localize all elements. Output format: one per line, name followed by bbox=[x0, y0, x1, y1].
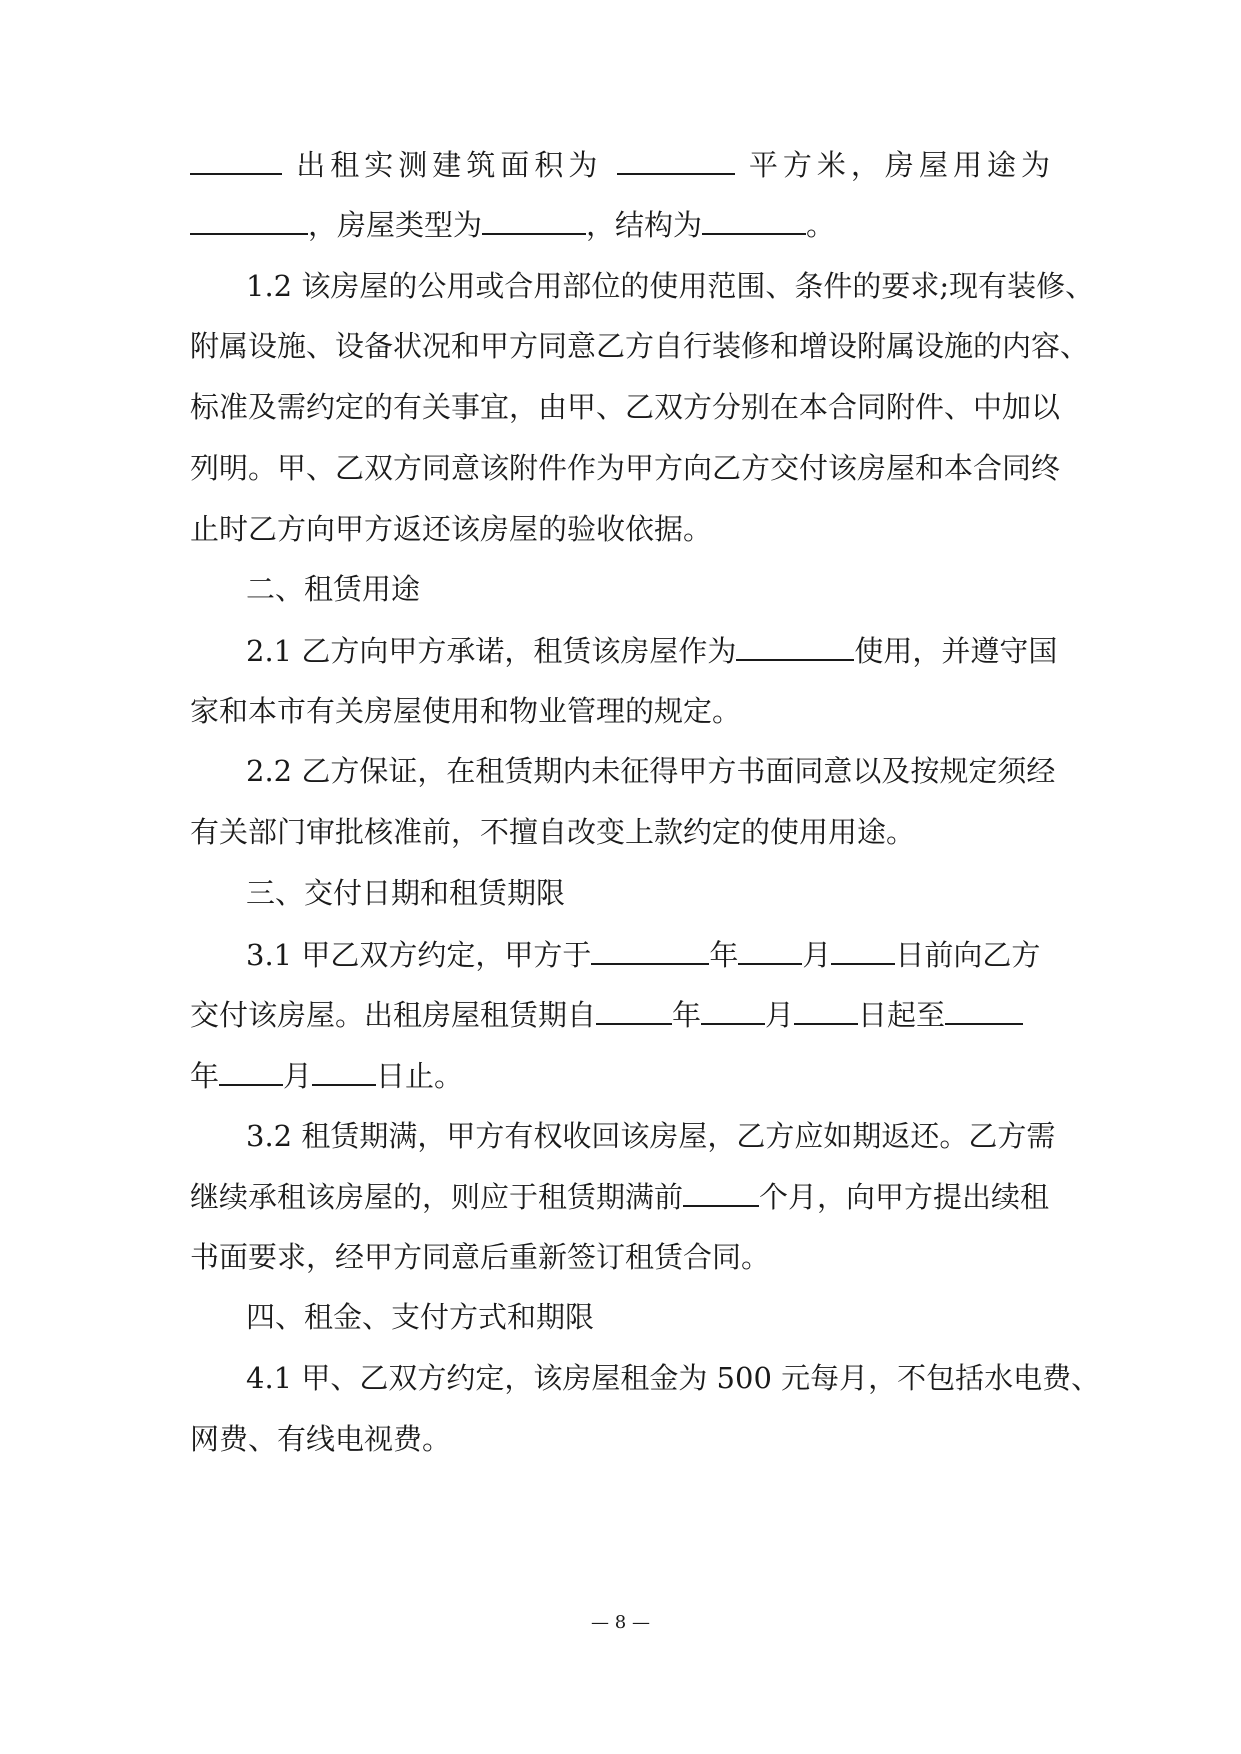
clause-1-2 bbox=[246, 266, 1095, 306]
text-line bbox=[190, 204, 1050, 244]
text-segment: 3.1 甲乙双方约定，甲方于 bbox=[246, 938, 592, 972]
text-line bbox=[190, 1055, 1050, 1095]
clause-4-1 bbox=[246, 1358, 1101, 1398]
text-segment: 家和本市有关房屋使用和物业管理的规定。 bbox=[190, 694, 742, 728]
text-segment: 三、交付日期和租赁期限 bbox=[246, 876, 566, 910]
text-line bbox=[190, 1419, 1050, 1459]
text-segment: 附属设施、设备状况和甲方同意乙方自行装修和增设附属设施的内容、 bbox=[190, 329, 1090, 363]
clause-2-2 bbox=[246, 751, 1056, 791]
text-segment: 止时乙方向甲方返还该房屋的验收依据。 bbox=[190, 512, 713, 546]
blank-underline bbox=[683, 1176, 759, 1207]
blank-underline bbox=[702, 204, 806, 235]
text-line bbox=[190, 509, 1050, 549]
text-segment: 月 bbox=[802, 938, 832, 972]
clause-3-2 bbox=[246, 1116, 1056, 1156]
text-segment: ，结构为 bbox=[586, 208, 703, 242]
text-line bbox=[190, 812, 1050, 852]
blank-underline bbox=[945, 994, 1023, 1025]
text-line bbox=[190, 994, 1050, 1034]
text-line bbox=[190, 1237, 1050, 1277]
text-segment: 标准及需约定的有关事宜，由甲、乙双方分别在本合同附件、中加以 bbox=[190, 390, 1061, 424]
text-segment: 3.2 租赁期满，甲方有权收回该房屋，乙方应如期返还。乙方需 bbox=[246, 1119, 1056, 1153]
text-segment: 1.2 该房屋的公用或合用部位的使用范围、条件的要求;现有装修、 bbox=[246, 269, 1095, 303]
text-segment: 年 bbox=[672, 998, 702, 1032]
text-segment: 继续承租该房屋的，则应于租赁期满前 bbox=[190, 1180, 684, 1214]
page-number: — 8 — bbox=[591, 1612, 650, 1633]
section-heading bbox=[246, 569, 1050, 609]
text-segment: 网费、有线电视费。 bbox=[190, 1422, 452, 1456]
text-segment: 年 bbox=[709, 938, 739, 972]
blank-underline bbox=[190, 204, 308, 235]
text-line bbox=[190, 691, 1050, 731]
blank-underline bbox=[219, 1055, 283, 1086]
text-segment: 四、租金、支付方式和期限 bbox=[246, 1300, 595, 1334]
blank-underline bbox=[701, 994, 765, 1025]
text-segment: ，房屋类型为 bbox=[308, 208, 483, 242]
text-segment: 列明。甲、乙双方同意该附件作为甲方向乙方交付该房屋和本合同终 bbox=[190, 451, 1061, 485]
text-line bbox=[190, 1176, 1050, 1216]
blank-underline bbox=[794, 994, 858, 1025]
text-segment: 。 bbox=[806, 208, 836, 242]
text-segment: 2.2 乙方保证，在租赁期内未征得甲方书面同意以及按规定须经 bbox=[246, 754, 1056, 788]
text-segment: 交付该房屋。出租房屋租赁期自 bbox=[190, 998, 597, 1032]
text-segment: 使用，并遵守国 bbox=[854, 634, 1058, 668]
blank-underline bbox=[738, 934, 802, 965]
text-segment: 年 bbox=[190, 1059, 220, 1093]
text-segment: 有关部门审批核准前，不擅自改变上款约定的使用用途。 bbox=[190, 815, 916, 849]
text-segment: 出租实测建筑面积为 bbox=[296, 148, 603, 182]
blank-underline bbox=[831, 934, 895, 965]
text-line bbox=[190, 448, 1061, 488]
text-line bbox=[190, 326, 1090, 366]
blank-underline bbox=[482, 204, 586, 235]
text-line bbox=[190, 387, 1061, 427]
text-segment: 月 bbox=[765, 998, 795, 1032]
text-line bbox=[190, 144, 1050, 184]
text-segment: 4.1 甲、乙双方约定，该房屋租金为 500 元每月，不包括水电费、 bbox=[246, 1361, 1101, 1395]
blank-underline bbox=[596, 994, 672, 1025]
text-segment: 2.1 乙方向甲方承诺，租赁该房屋作为 bbox=[246, 634, 737, 668]
blank-underline bbox=[312, 1055, 376, 1086]
blank-underline bbox=[617, 144, 735, 175]
text-segment: 日止。 bbox=[376, 1059, 464, 1093]
text-segment: 书面要求，经甲方同意后重新签订租赁合同。 bbox=[190, 1240, 771, 1274]
section-heading bbox=[246, 873, 1050, 913]
section-heading bbox=[246, 1297, 1050, 1337]
text-segment: 个月，向甲方提出续租 bbox=[759, 1180, 1050, 1214]
clause-2-1 bbox=[246, 630, 1058, 670]
blank-underline bbox=[591, 934, 709, 965]
clause-3-1 bbox=[246, 934, 1050, 974]
text-segment: 平方米，房屋用途为 bbox=[748, 148, 1050, 182]
text-segment: 日前向乙方 bbox=[895, 938, 1041, 972]
text-segment: 日起至 bbox=[858, 998, 946, 1032]
text-segment: 月 bbox=[283, 1059, 313, 1093]
blank-underline bbox=[736, 630, 854, 661]
blank-underline bbox=[190, 144, 282, 175]
text-segment: 二、租赁用途 bbox=[246, 572, 421, 606]
